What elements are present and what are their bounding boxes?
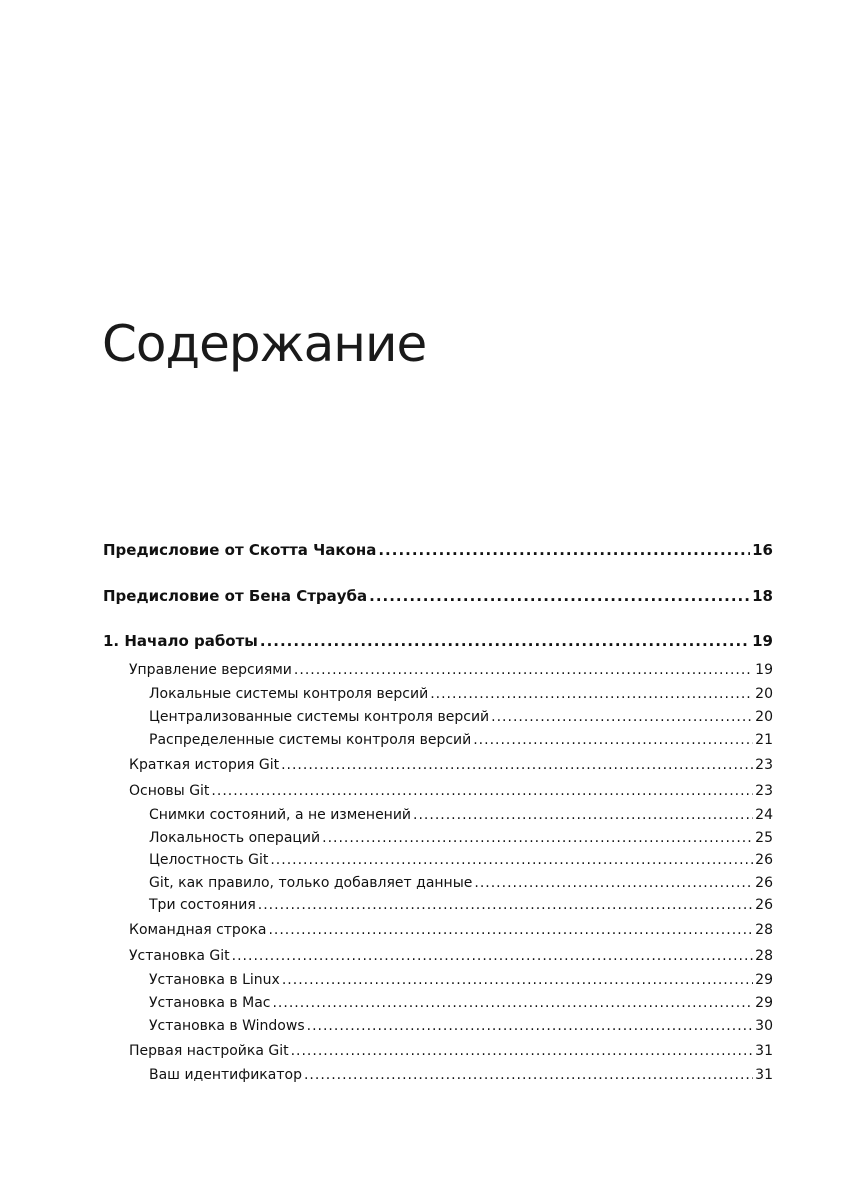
page-title: Содержание	[102, 315, 427, 373]
toc-entry[interactable]	[103, 1066, 773, 1084]
dot-leader	[270, 851, 753, 869]
toc-entry-page: 30	[755, 1018, 773, 1034]
toc-entry-title: Предисловие от Скотта Чакона	[103, 541, 377, 559]
toc-entry[interactable]	[103, 632, 773, 650]
toc-entry[interactable]	[103, 806, 773, 824]
dot-leader	[272, 994, 753, 1012]
toc-entry-title: Git, как правило, только добавляет данные	[149, 875, 473, 891]
toc-entry[interactable]	[103, 1042, 773, 1060]
dot-leader	[413, 806, 753, 824]
toc-entry-title: Командная строка	[129, 922, 267, 938]
toc-entry-title: Основы Git	[129, 783, 210, 799]
dot-leader	[268, 921, 753, 939]
toc-entry-page: 18	[752, 587, 773, 605]
dot-leader	[211, 782, 753, 800]
toc-entry-page: 28	[755, 922, 773, 938]
toc-entry[interactable]	[103, 685, 773, 703]
toc-entry-page: 19	[755, 662, 773, 678]
dot-leader	[378, 541, 750, 559]
toc-entry-title: Предисловие от Бена Страуба	[103, 587, 368, 605]
toc-entry-page: 16	[752, 541, 773, 559]
dot-leader	[491, 708, 753, 726]
toc-entry-title: Ваш идентификатор	[149, 1067, 302, 1083]
toc-entry[interactable]	[103, 587, 773, 605]
toc-entry-page: 23	[755, 783, 773, 799]
toc-entry-page: 23	[755, 757, 773, 773]
toc-entry-title: Установка в Mac	[149, 995, 271, 1011]
toc-entry-title: Распределенные системы контроля версий	[149, 732, 472, 748]
toc-entry[interactable]	[103, 851, 773, 869]
toc-entry-page: 24	[755, 807, 773, 823]
dot-leader	[258, 896, 753, 914]
toc-entry-title: Установка Git	[129, 948, 230, 964]
toc-entry-page: 29	[755, 972, 773, 988]
dot-leader	[430, 685, 753, 703]
dot-leader	[281, 756, 753, 774]
toc-entry-title: Локальность операций	[149, 830, 321, 846]
toc-entry-title: Первая настройка Git	[129, 1043, 289, 1059]
toc-entry-title: Установка в Windows	[149, 1018, 305, 1034]
toc-entry-page: 31	[755, 1067, 773, 1083]
dot-leader	[474, 874, 753, 892]
toc-entry-title: 1. Начало работы	[103, 632, 258, 650]
toc-entry-title: Краткая история Git	[129, 757, 280, 773]
dot-leader	[232, 947, 754, 965]
toc-entry[interactable]	[103, 661, 773, 679]
toc-entry[interactable]	[103, 829, 773, 847]
dot-leader	[322, 829, 753, 847]
toc-entry[interactable]	[103, 782, 773, 800]
toc-entry-page: 19	[752, 632, 773, 650]
toc-entry-page: 26	[755, 897, 773, 913]
toc-entry[interactable]	[103, 994, 773, 1012]
toc-entry-title: Централизованные системы контроля версий	[149, 709, 490, 725]
toc-entry[interactable]	[103, 541, 773, 559]
toc-entry[interactable]	[103, 708, 773, 726]
toc-entry[interactable]	[103, 874, 773, 892]
toc-entry-title: Управление версиями	[129, 662, 292, 678]
dot-leader	[260, 632, 750, 650]
toc-entry-page: 25	[755, 830, 773, 846]
toc-entry[interactable]	[103, 921, 773, 939]
dot-leader	[282, 971, 753, 989]
toc-entry[interactable]	[103, 971, 773, 989]
toc-entry[interactable]	[103, 896, 773, 914]
toc-entry-page: 31	[755, 1043, 773, 1059]
toc-entry[interactable]	[103, 731, 773, 749]
dot-leader	[304, 1066, 753, 1084]
dot-leader	[307, 1017, 754, 1035]
toc-entry[interactable]	[103, 756, 773, 774]
dot-leader	[473, 731, 753, 749]
toc-entry-title: Снимки состояний, а не изменений	[149, 807, 412, 823]
dot-leader	[294, 661, 753, 679]
toc-entry-page: 20	[755, 686, 773, 702]
toc-entry-page: 28	[755, 948, 773, 964]
toc-entry-page: 29	[755, 995, 773, 1011]
toc-entry-title: Три состояния	[149, 897, 256, 913]
toc-entry-page: 21	[755, 732, 773, 748]
toc-entry-title: Локальные системы контроля версий	[149, 686, 429, 702]
toc-entry-title: Целостность Git	[149, 852, 269, 868]
toc-entry-title: Установка в Linux	[149, 972, 280, 988]
dot-leader	[291, 1042, 754, 1060]
toc-entry-page: 26	[755, 852, 773, 868]
toc-entry[interactable]	[103, 1017, 773, 1035]
toc-entry[interactable]	[103, 947, 773, 965]
toc-entry-page: 26	[755, 875, 773, 891]
dot-leader	[369, 587, 750, 605]
toc-entry-page: 20	[755, 709, 773, 725]
